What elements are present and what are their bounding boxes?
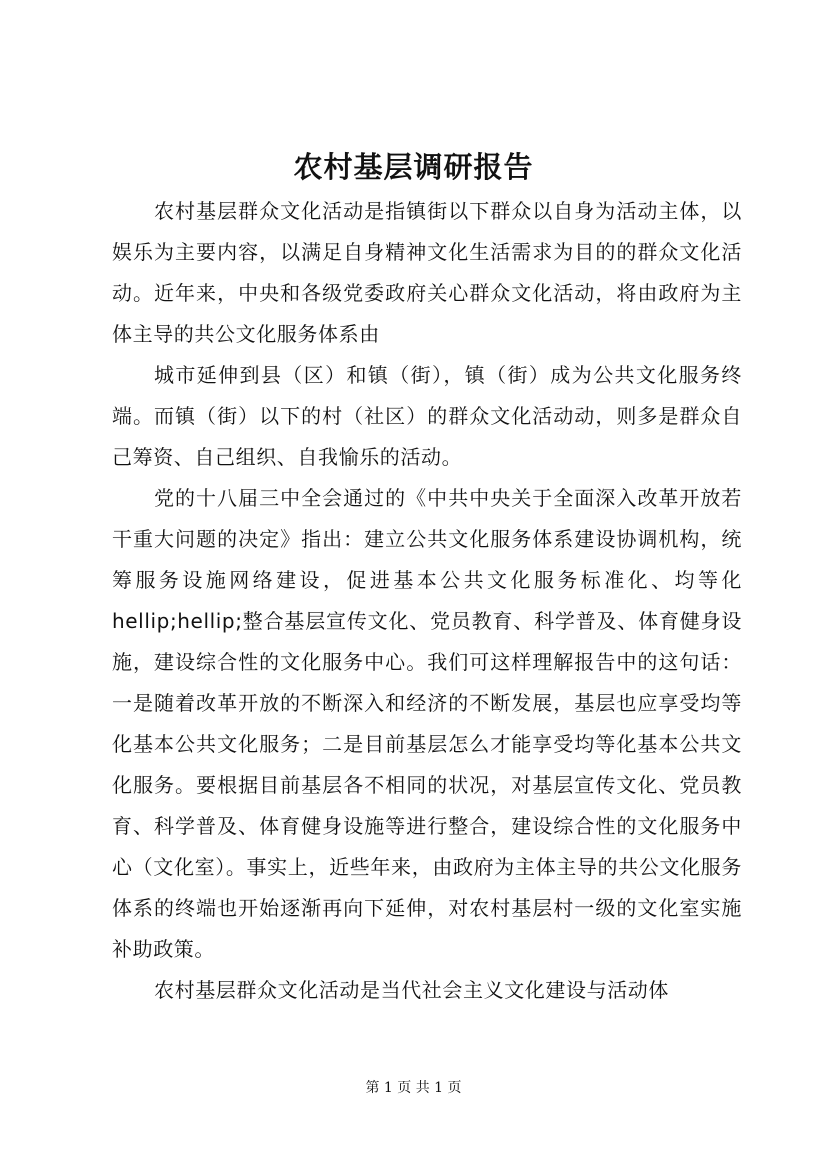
paragraph-3: 党的十八届三中全会通过的《中共中央关于全面深入改革开放若干重大问题的决定》指出：建立公共文化服务体系建设协调机构，统筹服务设施网络建设，促进基本公共文化服务标准化、均等化 hellip;hellip;整合基层宣传文化、党员教育、科学普及、体育健身设施，建设综合性的文化服务中心。我们可这样理解报告中的这句话：一是随着改革开放的不断深入和经济的不断发展，基层也应享受均等化基本公共文化服务；二是目前基层怎么才能享受均等化基本公共文化服务。要根据目前基层各不相同的状况，对基层宣传文化、党员教育、科学普及、体育健身设施等进行整合，建设综合性的文化服务中心（文化室）。事实上，近些年来，由政府为主体主导的共公文化服务体系的终端也开始逐渐再向下延伸，对农村基层村一级的文化室实施补助政策。 (112, 486, 742, 961)
paragraph-2: 城市延伸到县（区）和镇（街），镇（街）成为公共文化服务终端。而镇（街）以下的村（社区）的群众文化活动动，则多是群众自己筹资、自己组织、自我愉乐的活动。 (112, 363, 742, 469)
document-body (112, 191, 742, 1011)
paragraph-1: 农村基层群众文化活动是指镇街以下群众以自身为活动主体，以娱乐为主要内容，以满足自身精神文化生活需求为目的的群众文化活动。近年来，中央和各级党委政府关心群众文化活动，将由政府为主体主导的共公文化服务体系由 (112, 199, 742, 346)
page-footer: 第 1 页 共 1 页 (365, 1080, 462, 1096)
document-title: 农村基层调研报告 (293, 150, 534, 184)
paragraph-4: 农村基层群众文化活动是当代社会主义文化建设与活动体 (154, 978, 669, 1002)
